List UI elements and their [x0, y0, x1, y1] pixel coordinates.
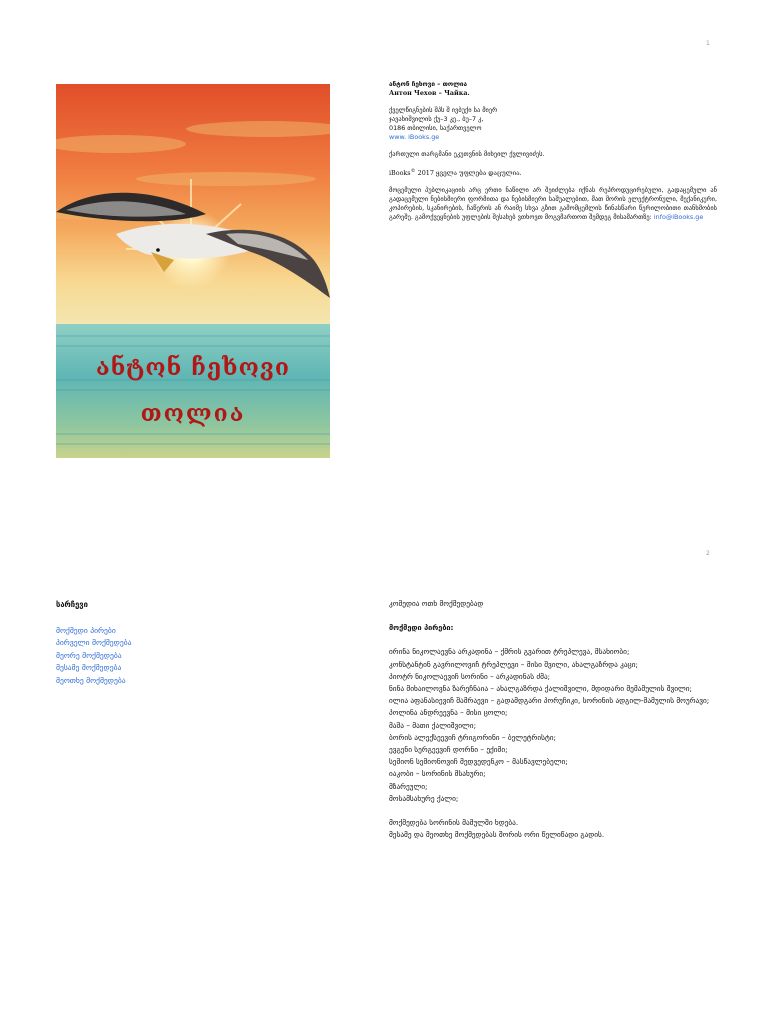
character-line: კონსტანტინ გავრილოვიჩ ტრეპლევი – მისი შვილი, ახალგაზრდა კაცი;	[389, 659, 638, 669]
imprint-email-link[interactable]: info@iBooks.ge	[653, 213, 704, 222]
toc-heading: სარჩევი	[56, 600, 88, 609]
imprint-website-link[interactable]: www. iBooks.ge	[389, 133, 440, 141]
toc-link-act-4[interactable]: მეოთხე მოქმედება	[56, 675, 126, 685]
page-number: 1	[706, 40, 710, 47]
play-text	[389, 598, 719, 841]
character-line: პიოტრ ნიკოლაევიჩ სორინი – არკადინას ძმა;	[389, 671, 551, 681]
imprint-address-2: 0186 თბილისი, საქართველო	[389, 124, 482, 132]
page-number: 2	[706, 550, 710, 557]
imprint-address-1: ჯავახიშვილის ქუ–3 კე., ბუ–7 კ,	[389, 115, 484, 123]
imprint-title-ru: Антон Чехов – Чайка.	[389, 89, 470, 97]
characters-heading: მოქმედი პირები:	[389, 623, 454, 633]
toc-link-act-2[interactable]: მეორე მოქმედება	[56, 650, 122, 660]
character-line: მაშა – მათი ქალიშვილი;	[389, 720, 477, 730]
character-line: ევგენი სერგეევიჩ დორნი – ექიმი;	[389, 745, 508, 755]
table-of-contents	[56, 599, 296, 688]
character-line: იაკობი – სორინის მსახური;	[389, 769, 486, 779]
imprint-title-ka: ანტონ ჩეხოვი – თოლია	[389, 80, 468, 88]
character-line: ბორის ალექსეევიჩ ტრიგორინი – ბელეტრისტი;	[389, 732, 556, 742]
toc-link-act-3[interactable]: მესამე მოქმედება	[56, 663, 122, 673]
character-line: ნინა მიხაილოვნა ზარეჩნაია – ახალგაზრდა ქალიშვილი, მდიდარი მემამულის შვილი;	[389, 684, 692, 694]
setting-line: მოქმედება სორინის მამულში ხდება.	[389, 818, 519, 828]
book-cover	[56, 84, 330, 458]
character-line: მოსამსახურე ქალი;	[389, 793, 459, 803]
character-line: პოლინა ანდრეევნა – მისი ცოლი;	[389, 708, 508, 718]
toc-link-act-1[interactable]: პირველი მოქმედება	[56, 638, 132, 648]
imprint-publisher: ქველწიგნების შპს შ ივბუქი სა მიერ	[389, 106, 498, 114]
character-line: მზარეული;	[389, 781, 428, 791]
copyright-brand: iBooks	[389, 169, 411, 178]
play-subtitle: კომედია ოთხ მოქმედებად	[389, 599, 484, 608]
cover-title: თოლია	[140, 400, 246, 427]
imprint-copyright	[389, 167, 717, 178]
character-line: ირინა ნიკოლაევნა არკადინა – ქმრის გვარით ტრეპლევა, მსახიობი;	[389, 647, 630, 657]
imprint-translation-note: ქართული თარგმანი ეკუთვნის მიხეილ ქვლივიძეს.	[389, 150, 545, 158]
character-line: სემიონ სემიონოვიჩ მედვედენკო – მასწავლებელი;	[389, 757, 568, 767]
imprint-block	[389, 80, 717, 222]
imprint-rights-text: მოცემული პუბლიკაციის არც ერთი ნაწილი არ შეიძლება იქნას რეპროდუცირებული, გადაცემული ან გადაცემული ნებისმიერი ფორმითა და ნებისმიერი საშუალებით, მათ შორის ელექტრონული, მექანიკური, კოპირების, სკანირების, ჩაწერის ან რაიმე სხვა გზით გამომცემლის წინასწარი წერილობითი თანხმობის გარეშე. გამოქვეყნების უფლების შესახებ ვთხოვთ მოგვმართოთ შემდეგ მისამართზე:	[389, 186, 717, 222]
toc-link-characters[interactable]: მოქმედი პირები	[56, 625, 116, 635]
cover-author: ანტონ ჩეხოვი	[96, 354, 290, 381]
imprint-rights	[389, 186, 717, 222]
copyright-rest: 2017 ყველა უფლება დაცულია.	[415, 169, 522, 178]
setting-line: მესამე და მეოთხე მოქმედებას შორის ორი წელიწადი გადის.	[389, 830, 605, 840]
copyright-symbol: ©	[410, 168, 416, 174]
character-line: ილია აფანასიევიჩ შამრაევი – გადამდგარი პორუჩიკი, სორინის ადგილ-მამულის მოურავი;	[389, 696, 710, 706]
